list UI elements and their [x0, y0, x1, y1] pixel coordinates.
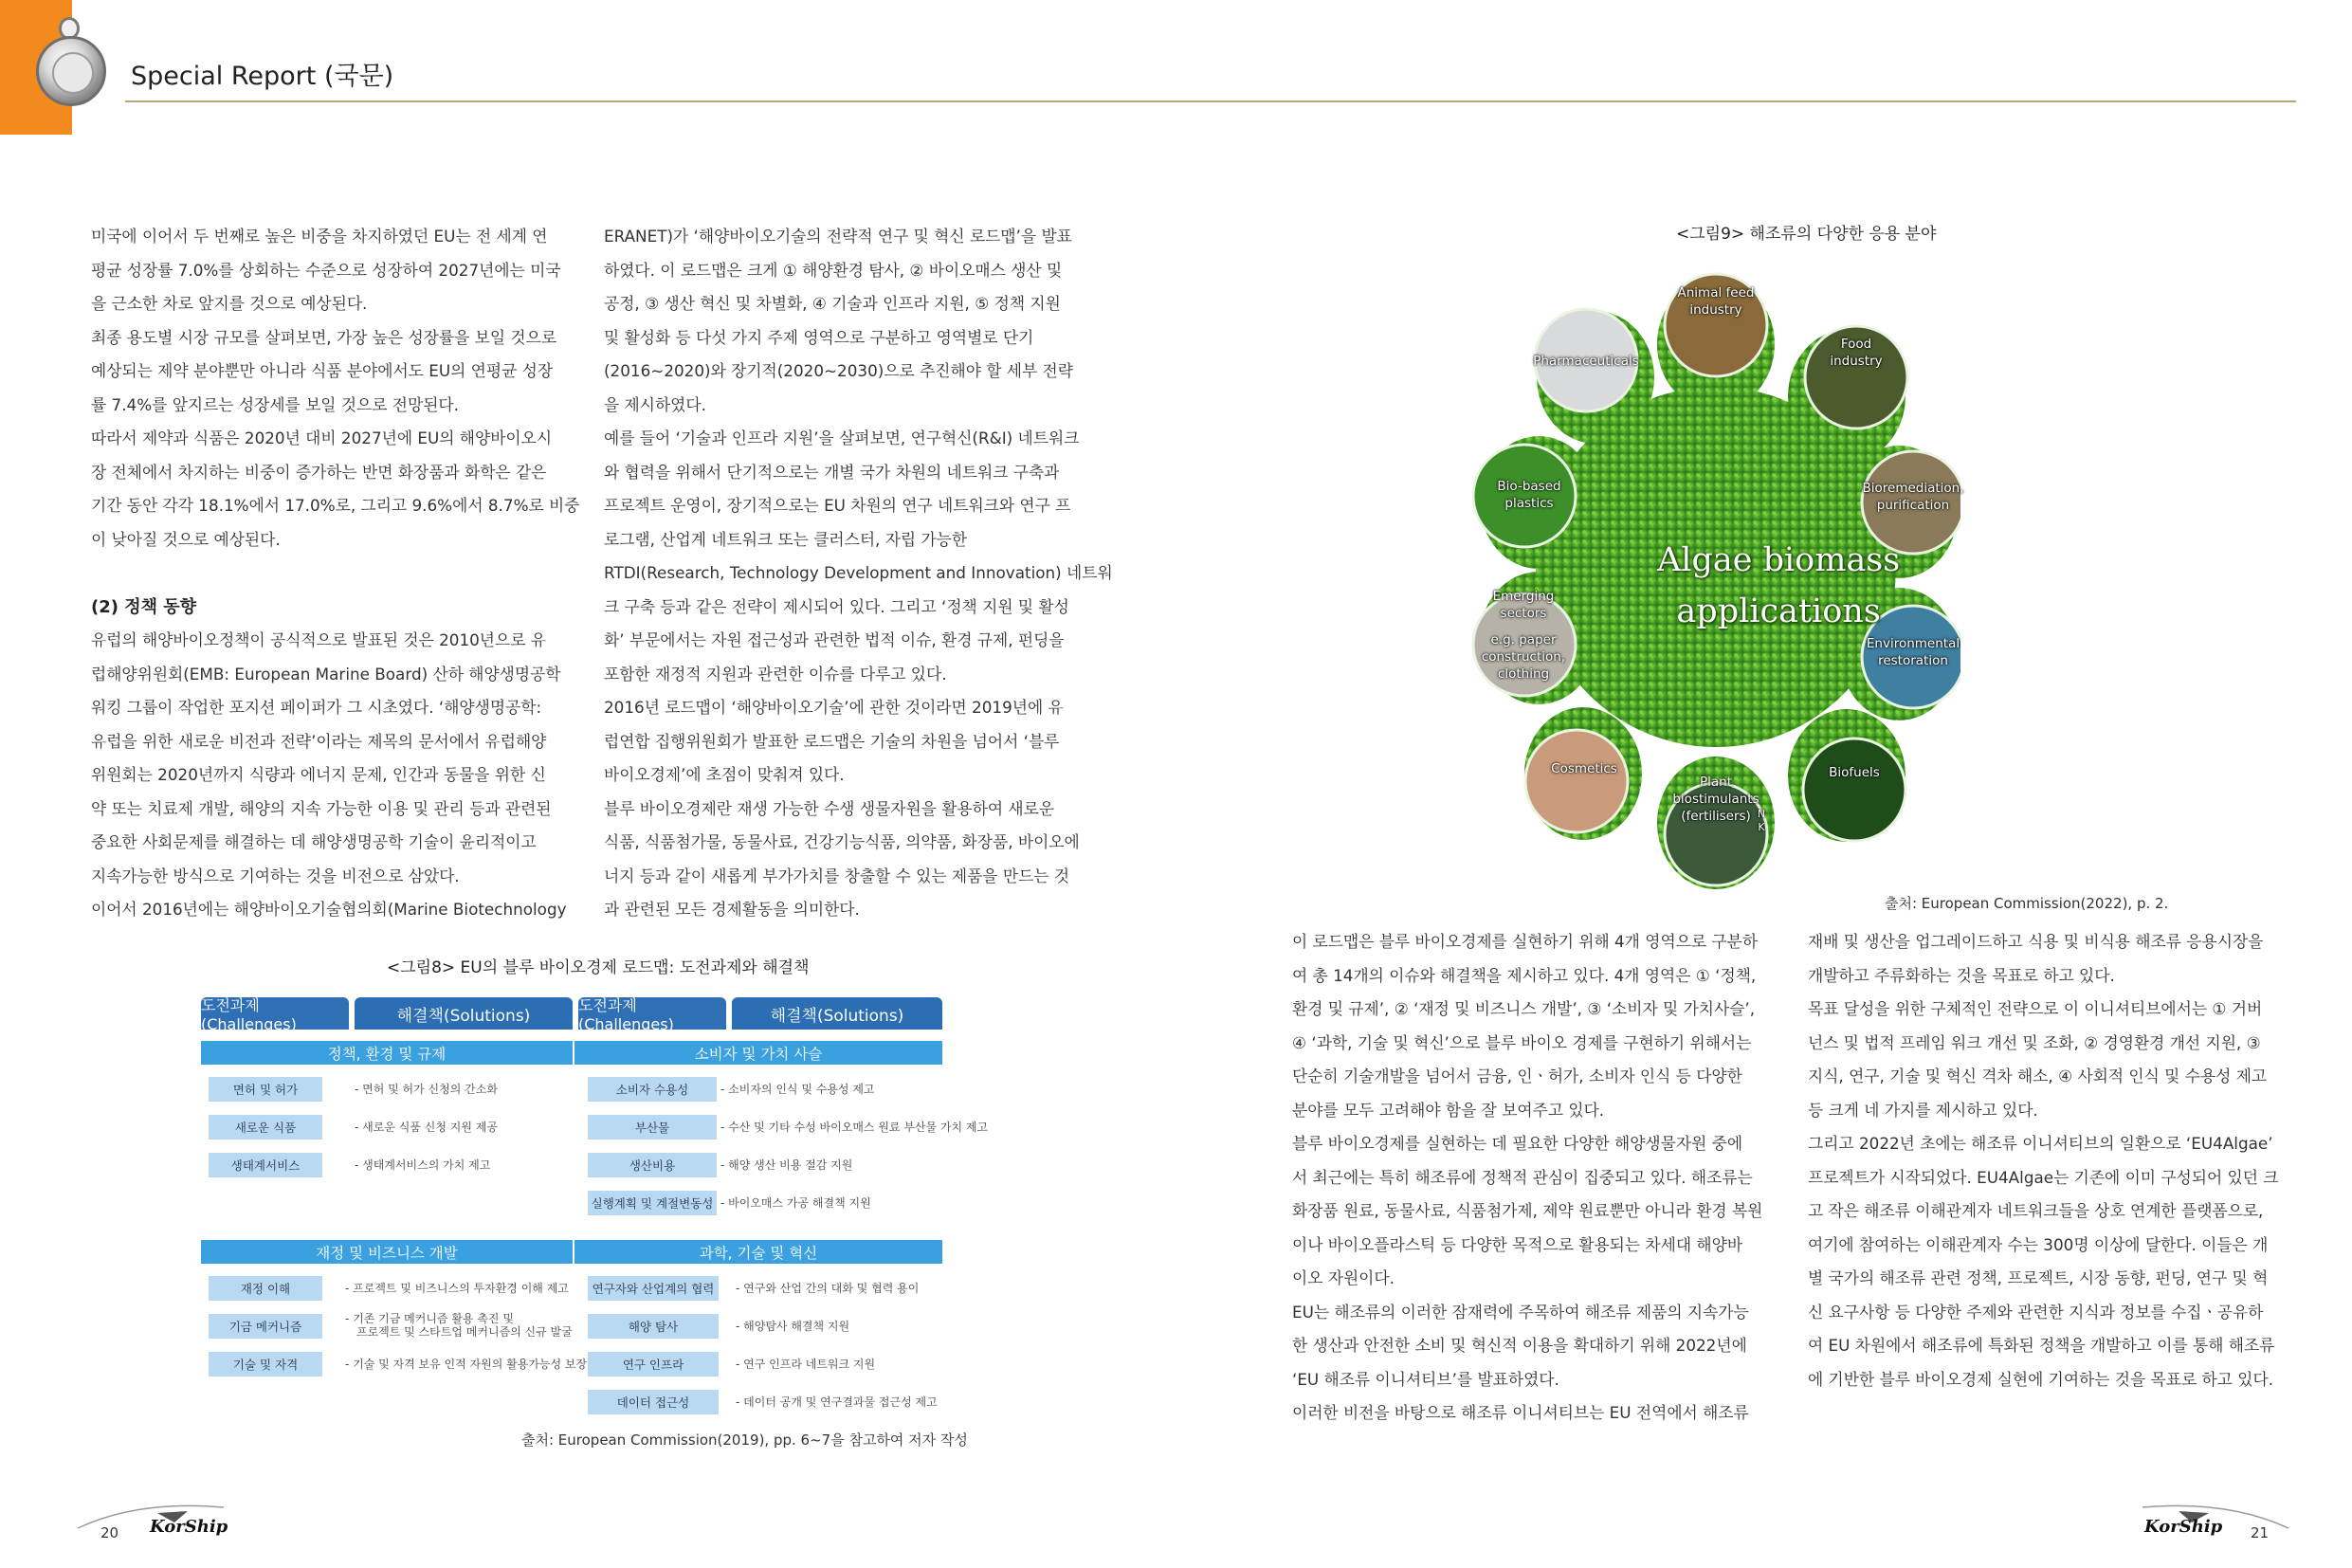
text-line: 이 로드맵은 블루 바이오경제를 실현하기 위해 4개 영역으로 구분하: [1292, 932, 1759, 951]
text-line: 럽해양위원회(EMB: European Marine Board) 산하 해양생명공학: [91, 664, 561, 684]
biofuels-photo: [1803, 738, 1905, 841]
text-line: 2016년 로드맵이 ‘해양바이오기술’에 관한 것이라면 2019년에 유: [604, 698, 1064, 717]
text-line: 여 EU 차원에서 해조류에 특화된 정책을 개발하고 이를 통해 해조류: [1808, 1336, 2275, 1355]
label-nk: N K: [1757, 808, 1766, 833]
text-line: 고 작은 해조류 이해관계자 네트워크들을 상호 연계한 플랫폼으로,: [1808, 1201, 2264, 1220]
challenge-tag: 기술 및 자격: [209, 1352, 322, 1377]
solutions-header: 해결책(Solutions): [355, 997, 573, 1030]
text-line: 기간 동안 각각 18.1%에서 17.0%로, 그리고 9.6%에서 8.7%로 비중: [91, 496, 580, 515]
text-line: 지속가능한 방식으로 기여하는 것을 비전으로 삼았다.: [91, 866, 460, 885]
text-line: ERANET)가 ‘해양바이오기술의 전략적 연구 및 혁신 로드맵’을 발표: [604, 227, 1072, 246]
text-line: 바이오경제’에 초점이 맞춰져 있다.: [604, 765, 845, 784]
challenge-tag: 실행계획 및 계절변동성: [588, 1191, 717, 1215]
solution-text: - 수산 및 기타 수성 바이오매스 원료 부산물 가치 제고: [720, 1121, 989, 1134]
text-line: 재배 및 생산을 업그레이드하고 식용 및 비식용 해조류 응용시장을: [1808, 932, 2264, 951]
blank-line: [91, 556, 565, 591]
solution-text: - 바이오매스 가공 해결책 지원: [720, 1196, 871, 1210]
challenge-tag: 면허 및 허가: [209, 1077, 322, 1102]
label-emerging: Emerging sectors e.g. paper construction, clothing: [1481, 589, 1566, 682]
label-animal-feed: Animal feed industry: [1677, 285, 1755, 318]
text-line: 과 관련된 모든 경제활동을 의미한다.: [604, 900, 860, 919]
label-plant-biostimulants: Plant biostimulants (fertilisers): [1672, 775, 1759, 824]
challenge-tag: 연구 인프라: [588, 1352, 719, 1377]
solution-text: - 프로젝트 및 비즈니스의 투자환경 이해 제고: [345, 1282, 569, 1295]
text-line: 화’ 부문에서는 자원 접근성과 관련한 법적 이슈, 환경 규제, 펀딩을: [604, 630, 1065, 649]
text-line: 약 또는 치료제 개발, 해양의 지속 가능한 이용 및 관리 등과 관련된: [91, 798, 552, 818]
label-biofuels: Biofuels: [1829, 765, 1880, 780]
text-line: 및 활성화 등 다섯 가지 주제 영역으로 구분하고 영역별로 단기: [604, 327, 1034, 347]
section-bar-science: 과학, 기술 및 혁신: [574, 1240, 942, 1264]
text-line: 넌스 및 법적 프레임 워크 개선 및 조화, ② 경영환경 개선 지원, ③: [1808, 1032, 2261, 1052]
solution-text: - 연구와 산업 간의 대화 및 협력 용이: [736, 1282, 920, 1295]
text-line: 따라서 제약과 식품은 2020년 대비 2027년에 EU의 해양바이오시: [91, 428, 553, 447]
text-line: 최종 용도별 시장 규모를 살펴보면, 가장 높은 성장률을 보일 것으로: [91, 327, 557, 347]
challenges-header: 도전과제(Challenges): [201, 997, 349, 1030]
text-line: 서 최근에는 특히 해조류에 정책적 관심이 집중되고 있다. 해조류는: [1292, 1167, 1753, 1187]
text-line: 한 생산과 안전한 소비 및 혁신적 이용을 확대하기 위해 2022년에: [1292, 1336, 1747, 1355]
text-line: 이오 자원이다.: [1292, 1268, 1395, 1287]
text-line: 신 요구사항 등 다양한 주제와 관련한 지식과 정보를 수집ㆍ공유하: [1808, 1302, 2264, 1322]
solution-text: - 해양탐사 해결책 지원: [736, 1320, 850, 1333]
text-line: 여 총 14개의 이슈와 해결책을 제시하고 있다. 4개 영역은 ① ‘정책,: [1292, 965, 1757, 985]
text-line: 목표 달성을 위한 구체적인 전략으로 이 이니셔티브에서는 ① 거버: [1808, 999, 2263, 1018]
challenge-tag: 부산물: [588, 1115, 717, 1140]
text-line: ④ ‘과학, 기술 및 혁신’으로 블루 바이오 경제를 구현하기 위해서는: [1292, 1032, 1752, 1052]
text-line: 장 전체에서 차지하는 비중이 증가하는 반면 화장품과 화학은 같은: [91, 462, 547, 482]
challenge-tag: 연구자와 산업계의 협력: [588, 1276, 719, 1301]
header-rule: [125, 100, 2296, 102]
label-environmental: Environmental restoration: [1866, 636, 1960, 668]
cosmetics-photo: [1525, 730, 1628, 832]
text-line: 크 구축 등과 같은 전략이 제시되어 있다. 그리고 ‘정책 지원 및 활성: [604, 596, 1069, 616]
figure9-source: 출처: European Commission(2022), p. 2.: [1885, 895, 2169, 912]
solution-text: - 기술 및 자격 보유 인적 자원의 활용가능성 보장: [345, 1358, 588, 1371]
text-line: 이 낮아질 것으로 예상된다.: [91, 529, 281, 549]
solution-text: 프로젝트 및 스타트업 메커니즘의 신규 발굴: [356, 1325, 573, 1339]
text-line: 블루 바이오경제를 실현하는 데 필요한 다양한 해양생물자원 중에: [1292, 1134, 1743, 1153]
text-line: 화장품 원료, 동물사료, 식품첨가제, 제약 원료뿐만 아니라 환경 복원: [1292, 1201, 1763, 1220]
algae-applications-figure: [1468, 254, 1964, 901]
solution-text: - 소비자의 인식 및 수용성 제고: [720, 1083, 875, 1096]
text-line: 중요한 사회문제를 해결하는 데 해양생명공학 기술이 윤리적이고: [91, 832, 537, 851]
solution-text: - 면허 및 허가 신청의 간소화: [355, 1083, 498, 1096]
text-line: 워킹 그룹이 작업한 포지션 페이퍼가 그 시초였다. ‘해양생명공학:: [91, 698, 542, 717]
text-line: 예를 들어 ‘기술과 인프라 지원’을 살펴보면, 연구혁신(R&I) 네트워크: [604, 428, 1080, 447]
text-line: 개발하고 주류화하는 것을 목표로 하고 있다.: [1808, 965, 2115, 985]
challenges-header: 도전과제(Challenges): [578, 997, 726, 1030]
section-bar-finance: 재정 및 비즈니스 개발: [201, 1240, 573, 1264]
challenge-tag: 소비자 수용성: [588, 1077, 717, 1102]
label-bioremediation: Bioremediation, purification: [1862, 481, 1964, 513]
korship-logo-right: KorShip: [2144, 1517, 2223, 1537]
challenge-tag: 새로운 식품: [209, 1115, 322, 1140]
text-line: 유럽을 위한 새로운 비전과 전략’이라는 제목의 문서에서 유럽해양: [91, 731, 547, 751]
korship-logo-left: KorShip: [150, 1517, 228, 1537]
solution-text: - 데이터 공개 및 연구결과물 접근성 제고: [736, 1395, 938, 1409]
challenge-tag: 데이터 접근성: [588, 1390, 719, 1414]
challenge-tag: 기금 메커니즘: [209, 1314, 322, 1339]
text-line: 예상되는 제약 분야뿐만 아니라 식품 분야에서도 EU의 연평균 성장: [91, 361, 554, 380]
solution-text: - 기존 기금 메커니즘 활용 촉진 및: [345, 1312, 514, 1325]
section-bar-consumer: 소비자 및 가치 사슬: [574, 1041, 942, 1065]
label-pharmaceuticals: Pharmaceuticals: [1533, 354, 1639, 369]
text-line: EU는 해조류의 이러한 잠재력에 주목하여 해조류 제품의 지속가능: [1292, 1302, 1749, 1322]
text-line: 프로젝트 운영이, 장기적으로는 EU 차원의 연구 네트워크와 연구 프: [604, 496, 1071, 515]
text-line: 이나 바이오플라스틱 등 다양한 목적으로 활용되는 차세대 해양바: [1292, 1234, 1743, 1254]
compass-icon: [36, 36, 106, 106]
text-line: 이러한 비전을 바탕으로 해조류 이니셔티브는 EU 전역에서 해조류: [1292, 1403, 1749, 1422]
challenge-tag: 재정 이해: [209, 1276, 322, 1301]
figure9-caption: <그림9> 해조류의 다양한 응용 분야: [1676, 225, 1937, 244]
solution-text: - 연구 인프라 네트워크 지원: [736, 1358, 876, 1371]
text-line: 분야를 모두 고려해야 함을 잘 보여주고 있다.: [1292, 1100, 1605, 1120]
text-line: 위원회는 2020년까지 식량과 에너지 문제, 인간과 동물을 위한 신: [91, 765, 546, 784]
page-number-left: 20: [100, 1524, 119, 1541]
solutions-header: 해결책(Solutions): [732, 997, 942, 1030]
section-bar-policy: 정책, 환경 및 규제: [201, 1041, 573, 1065]
text-line: ‘EU 해조류 이니셔티브’를 발표하였다.: [1292, 1369, 1559, 1389]
text-line: 공정, ③ 생산 혁신 및 차별화, ④ 기술과 인프라 지원, ⑤ 정책 지원: [604, 294, 1061, 313]
text-line: 환경 및 규제’, ② ‘재정 및 비즈니스 개발’, ③ ‘소비자 및 가치사슬’,: [1292, 999, 1756, 1018]
text-line: 이어서 2016년에는 해양바이오기술협의회(Marine Biotechnology: [91, 900, 567, 919]
text-line: 유럽의 해양바이오정책이 공식적으로 발표된 것은 2010년으로 유: [91, 630, 546, 649]
section-title: Special Report (국문): [131, 62, 394, 91]
solution-text: - 생태계서비스의 가치 제고: [355, 1158, 491, 1172]
label-food: Food industry: [1830, 337, 1883, 369]
text-line: 와 협력을 위해서 단기적으로는 개별 국가 차원의 네트워크 구축과: [604, 462, 1060, 482]
text-line: 별 국가의 해조류 관련 정책, 프로젝트, 시장 동향, 펀딩, 연구 및 혁: [1808, 1268, 2269, 1287]
solution-text: - 해양 생산 비용 절감 지원: [720, 1158, 853, 1172]
text-line: RTDI(Research, Technology Development and Innovation) 네트워: [604, 563, 1113, 582]
text-line: 블루 바이오경제란 재생 가능한 수생 생물자원을 활용하여 새로운: [604, 798, 1055, 818]
text-line: (2016~2020)와 장기적(2020~2030)으로 추진해야 할 세부 전략: [604, 361, 1073, 380]
text-line: 등 크게 네 가지를 제시하고 있다.: [1808, 1100, 2038, 1120]
label-cosmetics: Cosmetics: [1551, 761, 1617, 776]
text-line: 평균 성장률 7.0%를 상회하는 수준으로 성장하여 2027년에는 미국: [91, 260, 561, 280]
page-number-right: 21: [2251, 1524, 2270, 1541]
figure8-source: 출처: European Commission(2019), pp. 6~7을 참고하여 저자 작성: [521, 1431, 968, 1449]
text-line: 하였다. 이 로드맵은 크게 ① 해양환경 탐사, ② 바이오매스 생산 및: [604, 260, 1063, 280]
text-line: 식품, 식품첨가물, 동물사료, 건강기능식품, 의약품, 화장품, 바이오에: [604, 832, 1080, 851]
label-bioplastics: Bio-based plastics: [1497, 479, 1561, 511]
text-line: 미국에 이어서 두 번째로 높은 비중을 차지하였던 EU는 전 세계 연: [91, 227, 548, 246]
text-line: 단순히 기술개발을 넘어서 금융, 인ㆍ허가, 소비자 인식 등 다양한: [1292, 1067, 1742, 1085]
algae-figure-title: Algae biomass applications: [1657, 541, 1901, 630]
challenge-tag: 생산비용: [588, 1153, 717, 1177]
figure8-caption: <그림8> EU의 블루 바이오경제 로드맵: 도전과제와 해결책: [387, 958, 810, 977]
text-line: 로그램, 산업계 네트워크 또는 클러스터, 자립 가능한: [604, 529, 968, 549]
text-line: 지식, 연구, 기술 및 혁신 격차 해소, ④ 사회적 인식 및 수용성 제고: [1808, 1067, 2268, 1085]
text-line: 그리고 2022년 초에는 해조류 이니셔티브의 일환으로 ‘EU4Algae’: [1808, 1134, 2273, 1153]
right-text-column-1: [1292, 925, 1771, 1431]
text-line: 률 7.4%를 앞지르는 성장세를 보일 것으로 전망된다.: [91, 394, 459, 414]
text-line: 에 기반한 블루 바이오경제 실현에 기여하는 것을 목표로 하고 있다.: [1808, 1369, 2274, 1389]
text-line: 여기에 참여하는 이해관계자 수는 300명 이상에 달한다. 이들은 개: [1808, 1234, 2269, 1254]
right-text-column-2: [1808, 925, 2287, 1396]
subheading: (2) 정책 동향: [91, 596, 197, 617]
left-text-column: [91, 220, 580, 927]
text-line: 을 근소한 차로 앞지를 것으로 예상된다.: [91, 294, 368, 313]
text-line: 프로젝트가 시작되었다. EU4Algae는 기존에 이미 구성되어 있던 크: [1808, 1167, 2279, 1187]
text-line: 럽연합 집행위원회가 발표한 로드맵은 기술의 차원을 넘어서 ‘블루: [604, 731, 1060, 751]
text-line: 너지 등과 같이 새롭게 부가가치를 창출할 수 있는 제품을 만드는 것: [604, 866, 1070, 885]
text-line: 포함한 재정적 지원과 관련한 이슈를 다루고 있다.: [604, 664, 947, 684]
middle-text-column: [604, 220, 1113, 927]
challenge-tag: 해양 탐사: [588, 1314, 719, 1339]
text-line: 을 제시하였다.: [604, 394, 706, 414]
solution-text: - 새로운 식품 신청 지원 제공: [355, 1121, 498, 1134]
challenge-tag: 생태계서비스: [209, 1153, 322, 1177]
